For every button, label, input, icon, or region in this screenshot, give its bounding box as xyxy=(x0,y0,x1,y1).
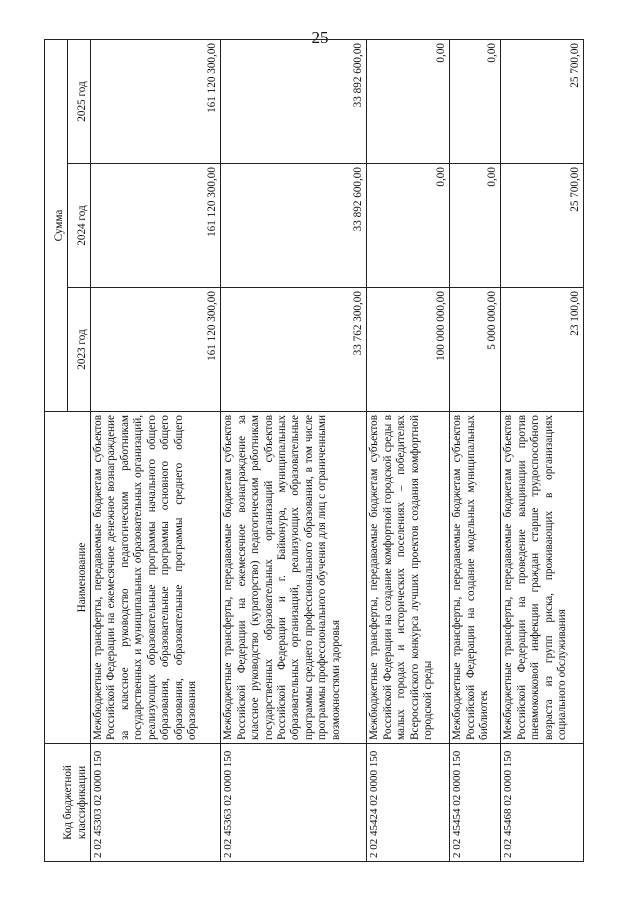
amount-2024: 33 892 600,00 xyxy=(221,164,367,288)
table-row xyxy=(501,39,584,861)
header-year-2024: 2024 год xyxy=(68,164,91,288)
header-sum: Сумма xyxy=(45,39,68,411)
row-code: 2 02 45363 02 0000 150 xyxy=(221,744,367,862)
amount-2025: 161 120 300,00 xyxy=(91,39,221,163)
amount-2024: 0,00 xyxy=(450,164,501,288)
row-name: Межбюджетные трансферты, передаваемые бюджетам субъектов Российской Федерации на ежемесячное вознаграждение за классное руководство (кураторство) педагогическим работникам государственных образовательных организаций субъектов Российской Федерации и г. Байконура, муниципальных образовательных организаций, реализующих образовательные программы среднего профессионального образования, в том числе программы профессионального обучения для лиц с ограниченными возможностями здоровья xyxy=(221,412,367,744)
header-year-2023: 2023 год xyxy=(68,288,91,412)
table-row xyxy=(367,39,450,861)
header-year-2025: 2025 год xyxy=(68,39,91,163)
row-code: 2 02 45303 02 0000 150 xyxy=(91,744,221,862)
budget-table xyxy=(44,39,584,862)
row-name: Межбюджетные трансферты, передаваемые бюджетам субъектов Российской Федерации на создание модельных муниципальных библиотек xyxy=(450,412,501,744)
amount-2025: 33 892 600,00 xyxy=(221,39,367,163)
row-code: 2 02 45468 02 0000 150 xyxy=(501,744,584,862)
table-row xyxy=(450,39,501,861)
amount-2024: 161 120 300,00 xyxy=(91,164,221,288)
amount-2023: 161 120 300,00 xyxy=(91,288,221,412)
amount-2024: 0,00 xyxy=(367,164,450,288)
row-name: Межбюджетные трансферты, передаваемые бюджетам субъектов Российской Федерации на проведение вакцинации против пневмококковой инфекции граждан старше трудоспособного возраста из групп риска, проживающих в организациях социального обслуживания xyxy=(501,412,584,744)
amount-2025: 25 700,00 xyxy=(501,39,584,163)
amount-2023: 33 762 300,00 xyxy=(221,288,367,412)
amount-2025: 0,00 xyxy=(450,39,501,163)
row-code: 2 02 45454 02 0000 150 xyxy=(450,744,501,862)
amount-2023: 100 000 000,00 xyxy=(367,288,450,412)
row-name: Межбюджетные трансферты, передаваемые бюджетам субъектов Российской Федерации на ежемесячное денежное вознаграждение за классное руководство педагогическим работникам государственных и муниципальных образовательных организаций, реализующих образовательные программы начального общего образования, образовательные программы основного общего образования, образовательные программы среднего общего образования xyxy=(91,412,221,744)
amount-2025: 0,00 xyxy=(367,39,450,163)
amount-2023: 23 100,00 xyxy=(501,288,584,412)
header-name: Наименование xyxy=(45,412,91,744)
amount-2024: 25 700,00 xyxy=(501,164,584,288)
table-row xyxy=(91,39,221,861)
row-code: 2 02 45424 02 0000 150 xyxy=(367,744,450,862)
amount-2023: 5 000 000,00 xyxy=(450,288,501,412)
row-name: Межбюджетные трансферты, передаваемые бюджетам субъектов Российской Федерации на создание комфортной городской среды в малых городах и исторических поселениях – победителях Всероссийского конкурса лучших проектов создания комфортной городской среды xyxy=(367,412,450,744)
table-row xyxy=(221,39,367,861)
rotated-table-container xyxy=(44,40,584,862)
header-code: Код бюджетной классификации xyxy=(45,744,91,862)
page-number: 25 xyxy=(311,28,329,47)
